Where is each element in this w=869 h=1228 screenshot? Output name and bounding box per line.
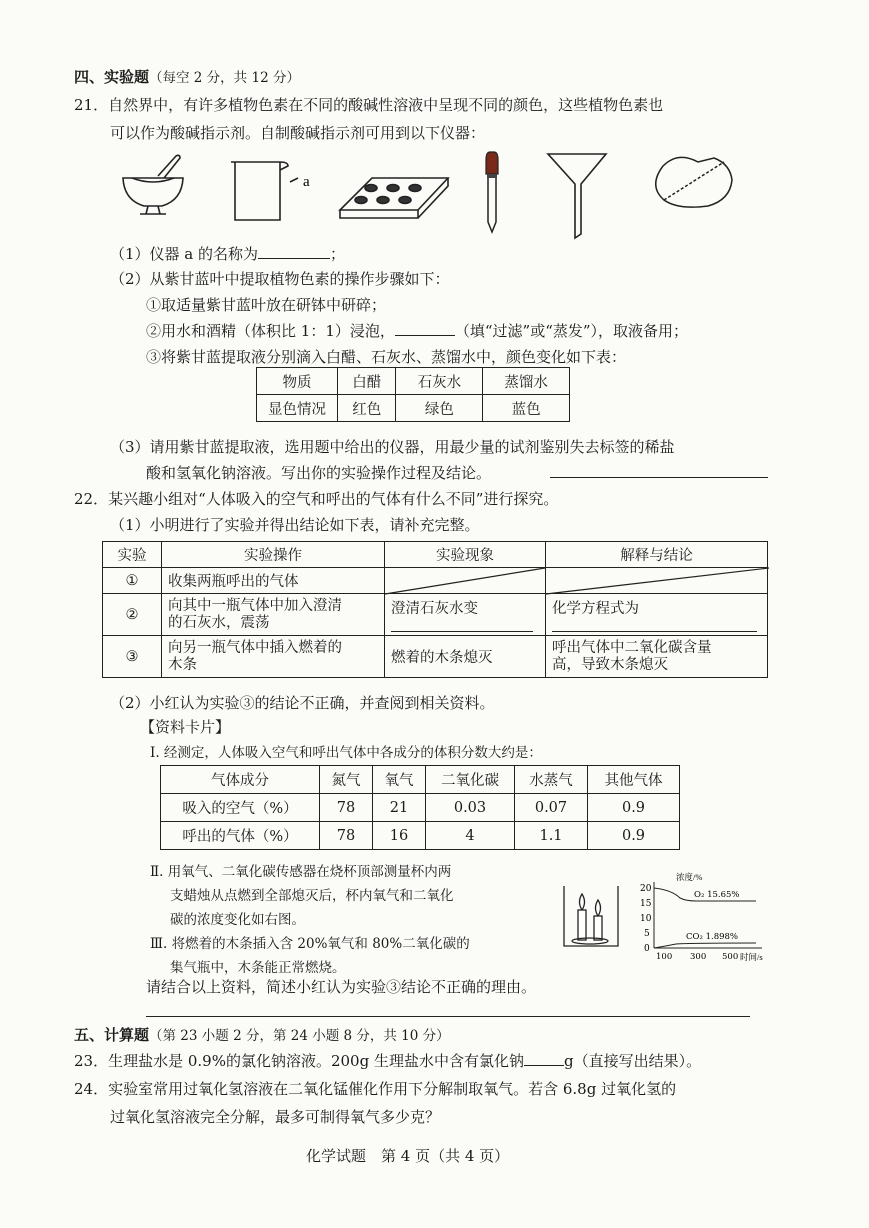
q22-text: 某兴趣小组对“人体吸入的空气和呼出的气体有什么不同”进行探究。 <box>108 490 559 508</box>
q22-line1 <box>74 488 558 509</box>
instruments-illustration <box>118 148 788 240</box>
q21-part3-line1: （3）请用紫甘蓝提取液，选用题中给出的仪器，用最少量的试剂鉴别失去标签的稀盐 <box>110 438 675 456</box>
x-tick-label: 500 <box>722 952 739 962</box>
answer-blank-q23[interactable] <box>524 1051 564 1066</box>
cell-line: 向另一瓶气体中插入燃着的 <box>168 639 342 656</box>
table-cell: 红色 <box>338 395 396 422</box>
table-cell: 呼出的气体（%） <box>161 822 320 850</box>
table-cell: ③ <box>103 636 162 678</box>
color-table-row-substance <box>257 368 570 395</box>
cell-line: 木条 <box>168 656 197 673</box>
info2-line2: 支蜡烛从点燃到全部熄灭后，杯内氧气和二氧化 <box>170 888 454 904</box>
gas-table <box>160 765 680 850</box>
q21-line1 <box>74 94 663 115</box>
answer-blank-a[interactable] <box>258 244 330 259</box>
label-a: a <box>303 174 310 190</box>
y-tick-label: 10 <box>640 914 652 924</box>
answer-line-phenomenon[interactable] <box>391 631 533 632</box>
q21-part1-end: ； <box>330 245 346 263</box>
table-cell: 0.07 <box>515 794 588 822</box>
table-header-cell: 解释与结论 <box>546 542 768 568</box>
table-cell-slash <box>546 568 768 594</box>
table-cell <box>546 636 768 678</box>
table-header-cell: 气体成分 <box>161 766 320 794</box>
concentration-chart <box>636 868 776 964</box>
series-label-o2: O₂ 15.65% <box>694 890 740 900</box>
table-cell: 石灰水 <box>396 368 483 395</box>
table-cell: 物质 <box>257 368 338 395</box>
q23-line <box>74 1050 701 1071</box>
dropper-icon <box>486 152 498 232</box>
answer-blank-step2[interactable] <box>395 321 455 336</box>
answer-line-equation[interactable] <box>552 631 757 632</box>
filter-paper-icon <box>656 157 732 207</box>
q21-part3-text: 酸和氢氧化钠溶液。写出你的实验操作过程及结论。 <box>146 464 492 482</box>
spot-plate-icon <box>340 178 448 218</box>
q21-number: 21． <box>74 96 109 114</box>
y-tick-label: 15 <box>640 899 652 909</box>
table-header-cell: 氧气 <box>373 766 426 794</box>
table-cell: 0.9 <box>588 822 680 850</box>
table-cell: 0.9 <box>588 794 680 822</box>
y-tick-label: 5 <box>644 929 650 939</box>
table-cell: ② <box>103 594 162 636</box>
x-tick-label: 100 <box>656 952 673 962</box>
beaker-candles-icon <box>564 886 618 946</box>
table-cell: 1.1 <box>515 822 588 850</box>
chart-xlabel: 时间/s <box>740 952 763 962</box>
table-cell: 16 <box>373 822 426 850</box>
table-header-cell: 水蒸气 <box>515 766 588 794</box>
info3-line2: 集气瓶中，木条能正常燃烧。 <box>170 960 346 976</box>
table-header-cell: 实验 <box>103 542 162 568</box>
section4-note: （每空 2 分，共 12 分） <box>149 70 300 86</box>
table-cell: 78 <box>320 794 373 822</box>
info2-line3: 碳的浓度变化如右图。 <box>170 912 305 928</box>
cell-line: 的石灰水，震荡 <box>168 614 270 631</box>
q21-step2 <box>146 320 688 341</box>
funnel-icon <box>548 154 606 238</box>
x-tick-label: 300 <box>690 952 707 962</box>
q24-line2: 过氧化氢溶液完全分解，最多可制得氧气多少克？ <box>110 1108 441 1126</box>
cell-line: 化学方程式为 <box>552 601 639 617</box>
series-label-co2: CO₂ 1.898% <box>686 932 738 942</box>
table-cell <box>162 636 385 678</box>
info3-line1: Ⅲ. 将燃着的木条插入含 20%氧气和 80%二氧化碳的 <box>150 936 470 952</box>
table-cell: 蒸馏水 <box>483 368 570 395</box>
table-cell: 4 <box>426 822 515 850</box>
beaker-icon <box>231 162 298 220</box>
table-cell <box>162 594 385 636</box>
table-cell <box>385 594 546 636</box>
answer-line-part3[interactable] <box>550 477 768 478</box>
table-cell: 白醋 <box>338 368 396 395</box>
experiment-table-header <box>103 542 768 568</box>
table-cell <box>546 594 768 636</box>
q22-part2: （2）小红认为实验③的结论不正确，并查阅到相关资料。 <box>110 694 495 712</box>
q23-tail: g（直接写出结果）。 <box>563 1052 702 1070</box>
color-table <box>256 367 570 422</box>
table-cell: 0.03 <box>426 794 515 822</box>
table-header-cell: 实验操作 <box>162 542 385 568</box>
q21-part3-line2 <box>146 462 491 483</box>
q22-number: 22． <box>74 490 109 508</box>
table-cell: ① <box>103 568 162 594</box>
cell-line: 向其中一瓶气体中加入澄清 <box>168 597 342 614</box>
gas-table-row-inhaled <box>161 794 680 822</box>
candle-beaker-illustration <box>560 880 622 952</box>
section5-heading-row <box>74 1024 450 1045</box>
section4-heading-row <box>74 66 300 87</box>
section4-heading: 四、实验题 <box>74 68 150 86</box>
cell-line: 呼出气体中二氧化碳含量 <box>552 639 712 656</box>
q21-step2-tail: （填“过滤”或“蒸发”），取液备用； <box>454 322 689 340</box>
cell-line: 澄清石灰水变 <box>391 601 478 617</box>
q24-text-line1: 实验室常用过氧化氢溶液在二氧化锰催化作用下分解制取氧气。若含 6.8g 过氧化氢的 <box>108 1080 677 1098</box>
table-cell: 绿色 <box>396 395 483 422</box>
table-header-cell: 实验现象 <box>385 542 546 568</box>
q23-text: 生理盐水是 0.9%的氯化钠溶液。200g 生理盐水中含有氯化钠 <box>108 1052 524 1070</box>
info1: Ⅰ. 经测定，人体吸入空气和呼出气体中各成分的体积分数大约是： <box>150 745 542 761</box>
q22-ask: 请结合以上资料，简述小红认为实验③结论不正确的理由。 <box>146 978 537 996</box>
experiment-row-1 <box>103 568 768 594</box>
q21-text-line1: 自然界中，有许多植物色素在不同的酸碱性溶液中呈现不同的颜色，这些植物色素也 <box>108 96 664 114</box>
q21-step1: ①取适量紫甘蓝叶放在研钵中研碎； <box>146 296 387 314</box>
y-tick-label: 20 <box>640 884 652 894</box>
q24-number: 24． <box>74 1080 109 1098</box>
gas-table-row-exhaled <box>161 822 680 850</box>
table-cell: 收集两瓶呼出的气体 <box>162 568 385 594</box>
color-table-row-color <box>257 395 570 422</box>
q24-line1 <box>74 1078 676 1099</box>
q22-part1: （1）小明进行了实验并得出结论如下表，请补充完整。 <box>110 516 480 534</box>
mortar-pestle-icon <box>123 155 183 214</box>
q21-part2: （2）从紫甘蓝叶中提取植物色素的操作步骤如下： <box>110 270 450 288</box>
table-cell: 吸入的空气（%） <box>161 794 320 822</box>
info2-line1: Ⅱ. 用氧气、二氧化碳传感器在烧杯顶部测量杯内两 <box>150 864 452 880</box>
experiment-table <box>102 541 768 678</box>
table-cell: 21 <box>373 794 426 822</box>
q21-step3: ③将紫甘蓝提取液分别滴入白醋、石灰水、蒸馏水中，颜色变化如下表： <box>146 348 627 366</box>
q21-part1 <box>110 243 345 264</box>
experiment-row-3 <box>103 636 768 678</box>
table-header-cell: 二氧化碳 <box>426 766 515 794</box>
section5-note: （第 23 小题 2 分，第 24 小题 8 分，共 10 分） <box>149 1028 450 1044</box>
q21-step2-text: ②用水和酒精（体积比 1：1）浸泡， <box>146 322 395 340</box>
table-header-cell: 氮气 <box>320 766 373 794</box>
table-header-cell: 其他气体 <box>588 766 680 794</box>
section5-heading: 五、计算题 <box>74 1026 150 1044</box>
q21-line2: 可以作为酸碱指示剂。自制酸碱指示剂可用到以下仪器： <box>110 124 486 142</box>
table-cell: 显色情况 <box>257 395 338 422</box>
q23-number: 23． <box>74 1052 109 1070</box>
gas-table-header <box>161 766 680 794</box>
table-cell: 蓝色 <box>483 395 570 422</box>
table-cell-slash <box>385 568 546 594</box>
table-cell: 燃着的木条熄灭 <box>385 636 546 678</box>
experiment-row-2 <box>103 594 768 636</box>
q21-part1-text: （1）仪器 a 的名称为 <box>110 245 259 263</box>
answer-line-q22[interactable] <box>146 1016 750 1017</box>
y-tick-label: 0 <box>644 944 650 954</box>
page-footer: 化学试题 第 4 页（共 4 页） <box>306 1147 510 1165</box>
cell-line: 高，导致木条熄灭 <box>552 656 668 673</box>
series-line-co2 <box>654 943 756 948</box>
table-cell: 78 <box>320 822 373 850</box>
chart-ylabel: 浓度/% <box>676 872 703 882</box>
info-card-title: 【资料卡片】 <box>140 718 231 736</box>
